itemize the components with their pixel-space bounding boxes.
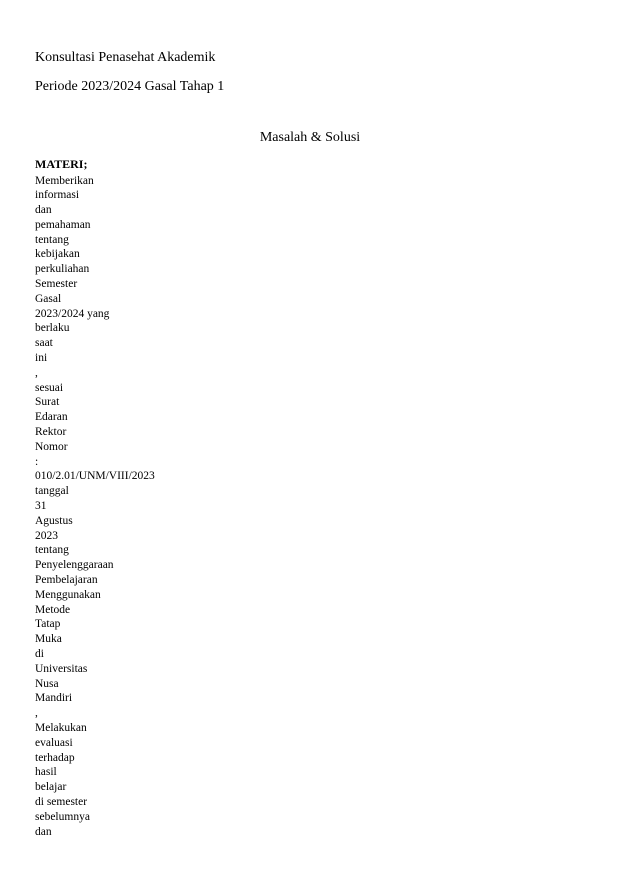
section-heading-text: Masalah & Solusi — [259, 130, 361, 145]
materi-word: ini — [35, 352, 48, 365]
materi-word: , — [35, 707, 38, 720]
materi-word: belajar — [35, 781, 67, 794]
materi-word: Metode — [35, 603, 71, 616]
materi-word: Muka — [35, 633, 62, 646]
materi-word: berlaku — [35, 322, 70, 335]
materi-word: Menggunakan — [35, 588, 101, 601]
materi-word: Semester — [35, 278, 78, 291]
section-heading — [0, 130, 620, 146]
materi-word: evaluasi — [35, 736, 73, 749]
materi-word-list — [35, 174, 155, 840]
materi-word: saat — [35, 337, 53, 350]
materi-word: di semester — [35, 795, 88, 808]
materi-word: tentang — [35, 233, 69, 246]
materi-word: Pembelajaran — [35, 574, 98, 587]
materi-word: Surat — [35, 396, 60, 409]
materi-word: pemahaman — [35, 218, 91, 231]
materi-word: terhadap — [35, 751, 75, 764]
materi-word: kebijakan — [35, 248, 80, 261]
materi-word: 2023/2024 yang — [35, 307, 110, 320]
materi-word: dan — [35, 204, 52, 217]
materi-word: Penyelenggaraan — [35, 559, 114, 572]
materi-word: informasi — [35, 189, 80, 202]
materi-word: Rektor — [35, 426, 67, 439]
materi-word: Universitas — [35, 662, 88, 675]
document-title-line: Konsultasi Penasehat Akademik — [35, 50, 216, 65]
materi-word: Edaran — [35, 411, 68, 424]
materi-word: hasil — [35, 766, 57, 779]
materi-word: Nomor — [35, 440, 68, 453]
materi-word: Melakukan — [35, 721, 87, 734]
materi-word: 31 — [35, 500, 47, 513]
materi-label: MATERI; — [35, 157, 88, 171]
period-line: Periode 2023/2024 Gasal Tahap 1 — [35, 79, 225, 94]
materi-word: Memberikan — [35, 174, 94, 187]
materi-word: tanggal — [35, 485, 69, 498]
materi-word: dan — [35, 825, 52, 838]
materi-word: Agustus — [35, 514, 73, 527]
materi-word: Tatap — [35, 618, 61, 631]
materi-word: Mandiri — [35, 692, 73, 705]
materi-word: Nusa — [35, 677, 59, 690]
materi-word: sesuai — [35, 381, 64, 394]
materi-word: Gasal — [35, 292, 62, 305]
materi-word: perkuliahan — [35, 263, 90, 276]
materi-word: 2023 — [35, 529, 58, 542]
materi-word: di — [35, 648, 44, 660]
materi-word: 010/2.01/UNM/VIII/2023 — [35, 470, 155, 483]
materi-word: tentang — [35, 544, 69, 557]
materi-word: : — [35, 455, 39, 468]
materi-word: sebelumnya — [35, 810, 90, 823]
materi-word: , — [35, 366, 38, 379]
